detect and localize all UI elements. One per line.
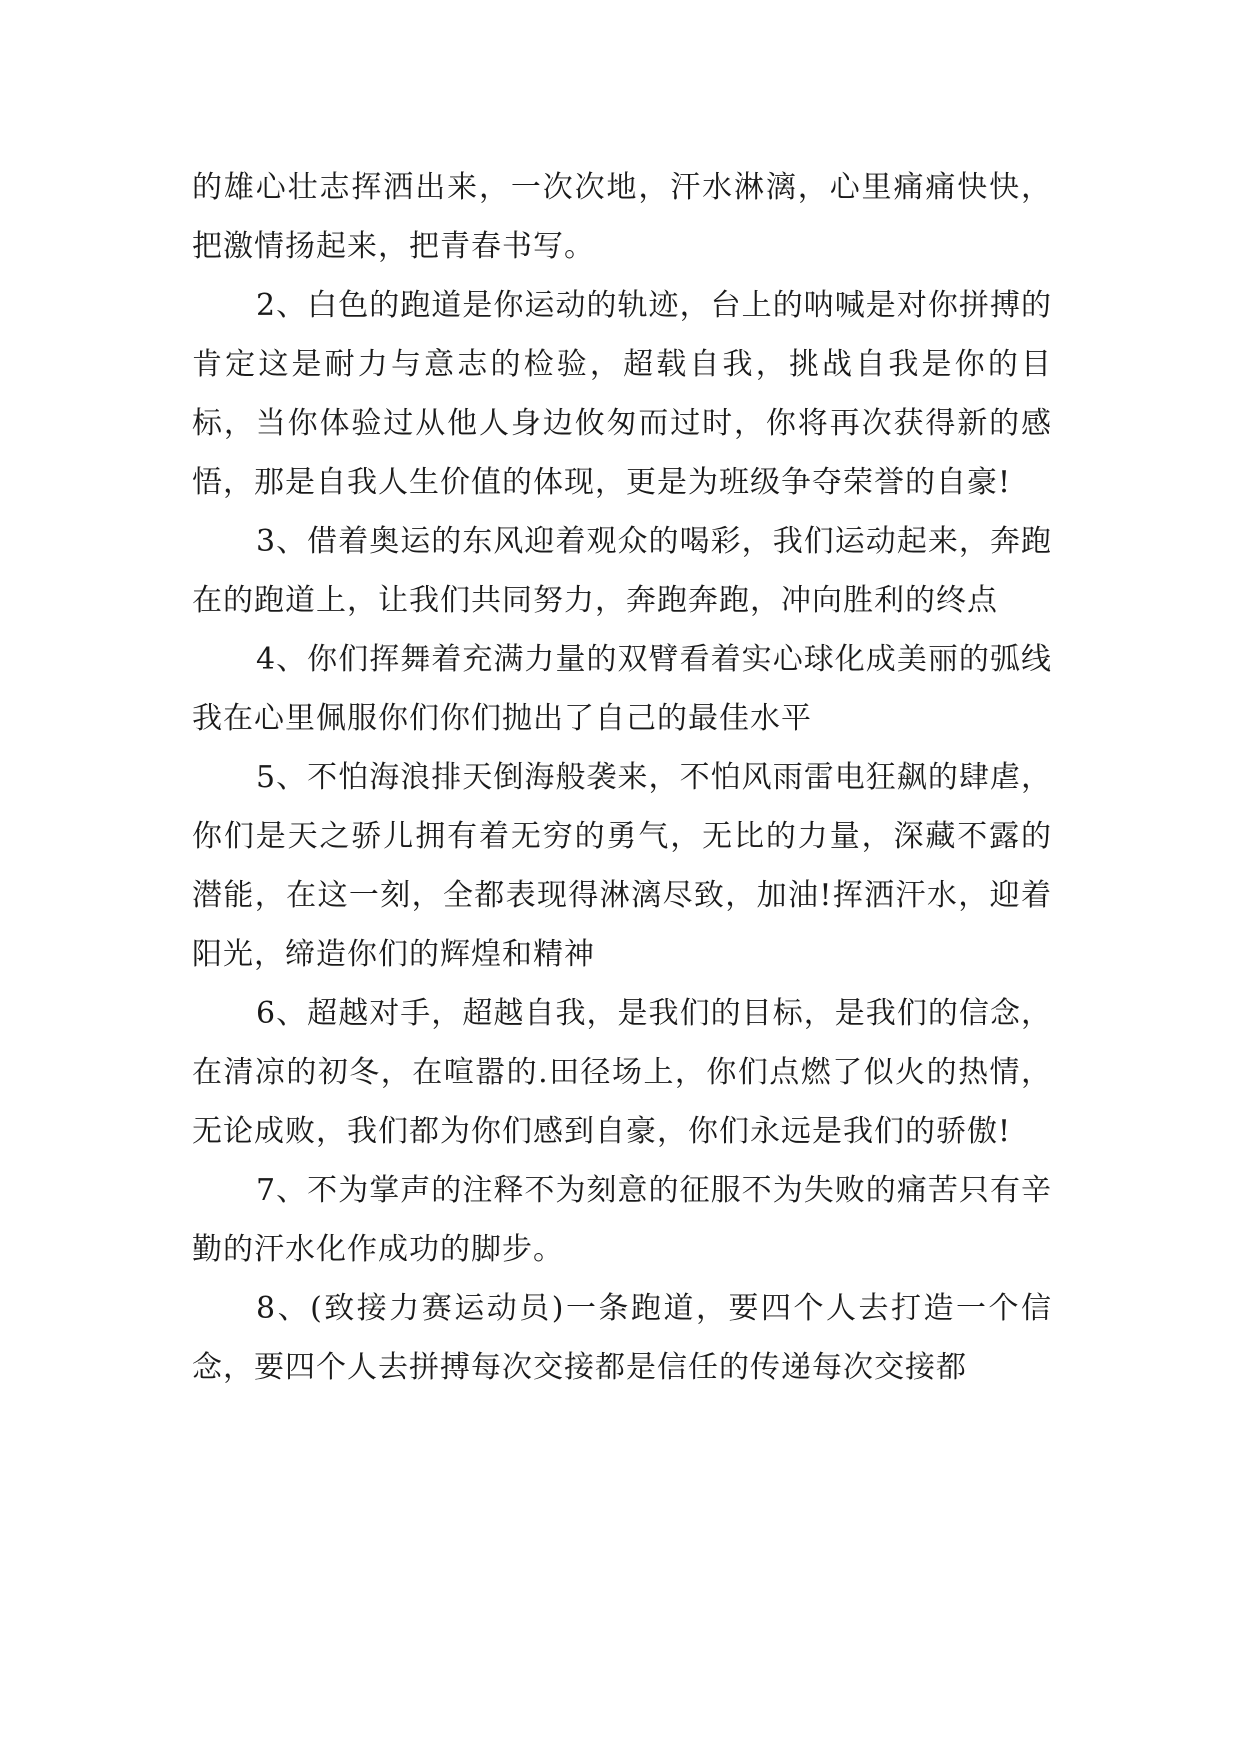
paragraph-2: 2、白色的跑道是你运动的轨迹，台上的呐喊是对你拼搏的肯定这是耐力与意志的检验，超载自我，挑战自我是你的目标，当你体验过从他人身边攸匆而过时，你将再次获得新的感悟，那是自我人生价值的体现，更是为班级争夺荣誉的自豪! bbox=[192, 288, 1052, 500]
document-body bbox=[192, 158, 1052, 1397]
paragraph-7: 7、不为掌声的注释不为刻意的征服不为失败的痛苦只有辛勤的汗水化作成功的脚步。 bbox=[192, 1173, 1052, 1267]
paragraph-continuation: 的雄心壮志挥洒出来，一次次地，汗水淋漓，心里痛痛快快，把激情扬起来，把青春书写。 bbox=[192, 170, 1052, 264]
paragraph-5: 5、不怕海浪排天倒海般袭来，不怕风雨雷电狂飙的肆虐，你们是天之骄儿拥有着无穷的勇气，无比的力量，深藏不露的潜能，在这一刻，全都表现得淋漓尽致，加油!挥洒汗水，迎着阳光，缔造你们的辉煌和精神 bbox=[192, 760, 1052, 972]
paragraph-4: 4、你们挥舞着充满力量的双臂看着实心球化成美丽的弧线我在心里佩服你们你们抛出了自己的最佳水平 bbox=[192, 642, 1052, 736]
paragraph-8: 8、(致接力赛运动员)一条跑道，要四个人去打造一个信念，要四个人去拼搏每次交接都是信任的传递每次交接都 bbox=[192, 1291, 1052, 1385]
paragraph-6: 6、超越对手，超越自我，是我们的目标，是我们的信念，在清凉的初冬，在喧嚣的.田径场上，你们点燃了似火的热情，无论成败，我们都为你们感到自豪，你们永远是我们的骄傲! bbox=[192, 996, 1052, 1149]
paragraph-3: 3、借着奥运的东风迎着观众的喝彩，我们运动起来，奔跑在的跑道上，让我们共同努力，奔跑奔跑，冲向胜利的终点 bbox=[192, 524, 1052, 618]
